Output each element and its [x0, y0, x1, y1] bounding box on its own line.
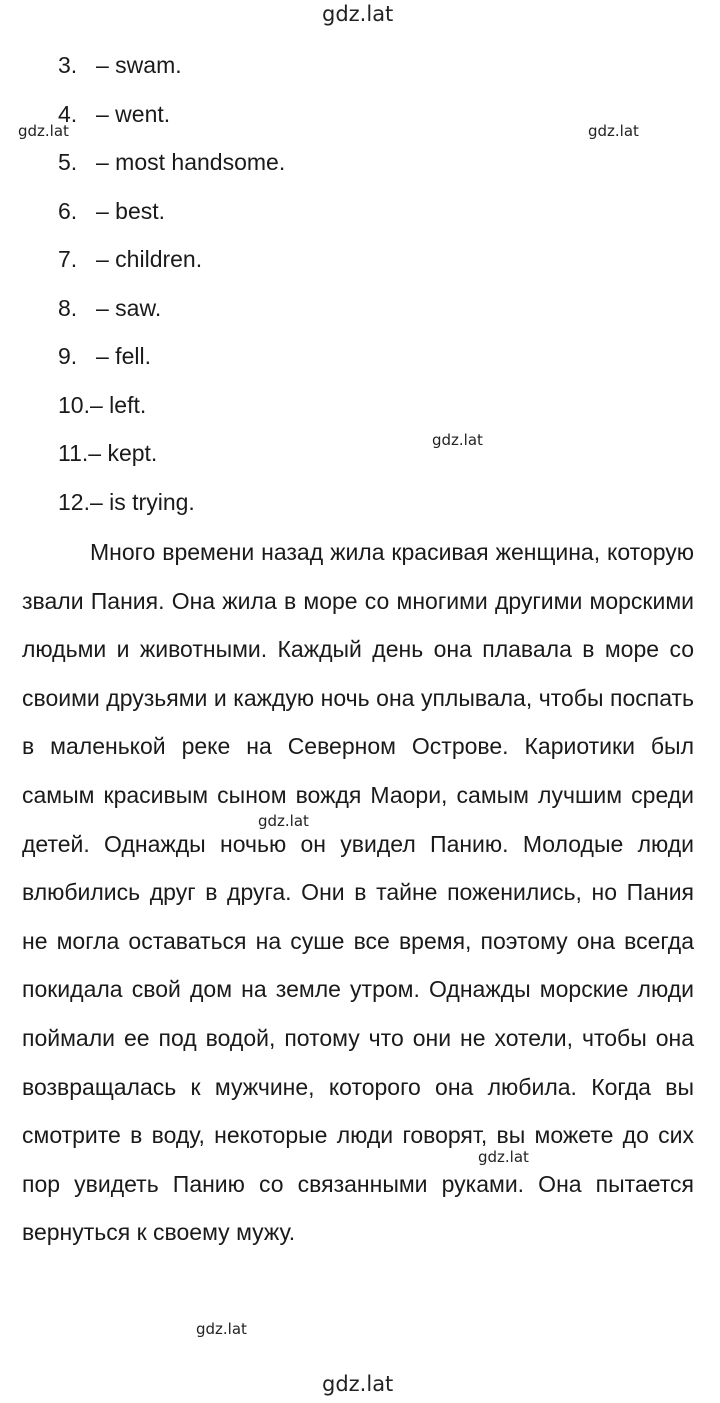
answer-text: – is trying.: [89, 488, 195, 515]
answer-number: 12.: [58, 488, 90, 515]
watermark: gdz.lat: [432, 431, 483, 449]
watermark: gdz.lat: [588, 122, 639, 140]
answer-number: 10.: [58, 391, 90, 418]
answer-item: [58, 290, 285, 339]
answer-number: 9.: [58, 343, 78, 369]
watermark: gdz.lat: [18, 122, 69, 140]
answer-number: 5.: [58, 149, 78, 175]
answer-number: 7.: [58, 246, 78, 272]
answer-text: – swam.: [96, 52, 182, 78]
answer-item: [58, 144, 285, 193]
answer-item: [58, 96, 285, 145]
answer-text: – kept.: [88, 440, 158, 466]
answer-item: [58, 484, 285, 533]
answer-text: – saw.: [96, 294, 162, 321]
answer-item: [58, 47, 285, 96]
answer-text: – best.: [96, 197, 166, 224]
answer-item: [58, 435, 285, 484]
watermark: gdz.lat: [258, 812, 309, 830]
answer-text: – fell.: [96, 343, 151, 369]
answer-number: 4.: [58, 100, 78, 127]
answer-text: – most handsome.: [96, 149, 286, 175]
answer-number: 3.: [58, 52, 78, 78]
watermark: gdz.lat: [196, 1320, 247, 1338]
answer-item: [58, 241, 285, 290]
answer-text: – left.: [89, 391, 147, 418]
story-paragraph: Много времени назад жила красивая женщина, которую звали Пания. Она жила в море со многими другими морскими людьми и животными. Каждый день она плавала в море со своими друзьями и каждую ночь она уплывала, чтобы поспать в маленькой реке на Северном Острове. Кариотики был самым красивым сыном вождя Маори, самым лучшим среди детей. Однажды ночью он увидел Панию. Молодые люди влюбились друг в друга. Они в тайне поженились, но Пания не могла оставаться на суше все время, поэтому она всегда покидала свой дом на земле утром. Однажды морские люди поймали ее под водой, потому что они не хотели, чтобы она возвращалась к мужчине, которого она любила. Когда вы смотрите в воду, некоторые люди говорят, вы можете до сих пор увидеть Панию со связанными руками. Она пытается вернуться к своему мужу.: [22, 539, 694, 1246]
watermark-top: gdz.lat: [322, 2, 394, 26]
answer-text: – went.: [96, 100, 171, 127]
answer-list: [58, 47, 285, 532]
watermark-bottom: gdz.lat: [322, 1372, 394, 1396]
answer-item: [58, 338, 285, 387]
answer-item: [58, 387, 285, 436]
answer-number: 8.: [58, 294, 78, 321]
answer-text: – children.: [96, 246, 203, 272]
answer-item: [58, 193, 285, 242]
answer-number: 6.: [58, 197, 78, 224]
answer-number: 11.: [58, 440, 89, 466]
watermark: gdz.lat: [478, 1148, 529, 1166]
